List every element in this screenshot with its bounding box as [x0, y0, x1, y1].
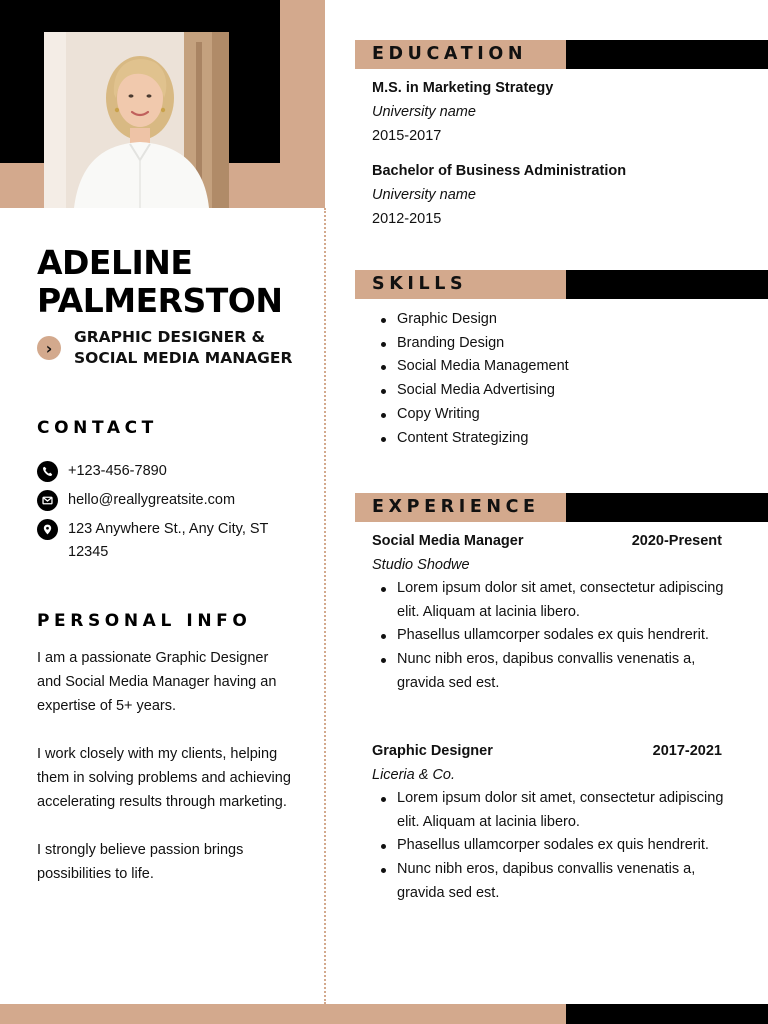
- section-bar-black: [566, 493, 768, 522]
- skill-item: Social Media Advertising: [380, 379, 750, 403]
- education-heading: EDUCATION: [355, 40, 566, 69]
- job-duties: [380, 577, 725, 696]
- photo-tan-left-block: [0, 163, 44, 208]
- education-section-bar: [355, 40, 768, 69]
- experience-item: [372, 529, 722, 696]
- duty-item: Phasellus ullamcorper sodales ex quis hendrerit.: [380, 624, 725, 648]
- postal-address: 123 Anywhere St., Any City, ST 12345: [68, 521, 269, 560]
- personal-info-paragraph: I strongly believe passion brings possibilities to life.: [37, 842, 244, 882]
- job-period: 2017-2021: [652, 743, 722, 759]
- education-item: [372, 159, 752, 231]
- company-name: Studio Shodwe: [372, 557, 470, 573]
- skill-item: Branding Design: [380, 332, 750, 356]
- envelope-icon: [37, 490, 58, 511]
- skill-item: Graphic Design: [380, 308, 750, 332]
- skills-heading: SKILLS: [355, 270, 566, 299]
- job-role: [74, 327, 314, 369]
- header-tan-block: [280, 0, 325, 208]
- duty-item: Lorem ipsum dolor sit amet, consectetur adipiscing elit. Aliquam at lacinia libero.: [380, 577, 725, 624]
- education-item: [372, 76, 752, 148]
- degree-title: M.S. in Marketing Strategy: [372, 80, 554, 96]
- school-name: University name: [372, 104, 476, 120]
- contact-heading: CONTACT: [37, 418, 158, 438]
- personal-info-text: [37, 646, 295, 910]
- skill-item: Social Media Management: [380, 355, 750, 379]
- role-line-2: SOCIAL MEDIA MANAGER: [74, 349, 293, 367]
- experience-section-bar: [355, 493, 768, 522]
- company-name: Liceria & Co.: [372, 767, 456, 783]
- footer-black-bar: [566, 1004, 768, 1024]
- school-name: University name: [372, 187, 476, 203]
- job-header: [372, 739, 722, 763]
- phone-icon: [37, 461, 58, 482]
- phone-number: +123-456-7890: [68, 463, 167, 479]
- job-title: Graphic Designer: [372, 743, 493, 759]
- degree-title: Bachelor of Business Administration: [372, 163, 627, 179]
- contact-address: [37, 518, 307, 564]
- person-name: [37, 244, 317, 320]
- contact-email: [37, 489, 307, 512]
- column-divider: [324, 208, 326, 1004]
- skill-item: Copy Writing: [380, 403, 750, 427]
- section-bar-black: [566, 270, 768, 299]
- personal-info-paragraph: I work closely with my clients, helping them in solving problems and achieving accelerating results through marketing.: [37, 746, 291, 810]
- email-address: hello@reallygreatsite.com: [68, 492, 236, 508]
- name-first: ADELINE: [37, 243, 193, 282]
- duty-item: Lorem ipsum dolor sit amet, consectetur adipiscing elit. Aliquam at lacinia libero.: [380, 787, 725, 834]
- footer-tan-bar: [0, 1004, 566, 1024]
- study-years: 2015-2017: [372, 128, 442, 144]
- skills-list: [380, 308, 750, 450]
- location-pin-icon: [37, 519, 58, 540]
- experience-item: [372, 739, 722, 906]
- contact-phone: [37, 460, 307, 483]
- job-duties: [380, 787, 725, 906]
- duty-item: Nunc nibh eros, dapibus convallis venenatis a, gravida sed est.: [380, 858, 725, 905]
- profile-photo: [44, 32, 229, 208]
- job-title: Social Media Manager: [372, 533, 524, 549]
- section-bar-black: [566, 40, 768, 69]
- personal-info-heading: PERSONAL INFO: [37, 611, 252, 631]
- skill-item: Content Strategizing: [380, 427, 750, 451]
- job-header: [372, 529, 722, 553]
- role-line-1: GRAPHIC DESIGNER &: [74, 328, 266, 346]
- skills-section-bar: [355, 270, 768, 299]
- personal-info-paragraph: I am a passionate Graphic Designer and Social Media Manager having an expertise of 5+ years.: [37, 650, 277, 714]
- experience-heading: EXPERIENCE: [355, 493, 566, 522]
- photo-tan-right-block: [229, 163, 280, 208]
- chevron-right-icon: ›: [37, 336, 61, 360]
- job-period: 2020-Present: [631, 533, 722, 549]
- duty-item: Nunc nibh eros, dapibus convallis venenatis a, gravida sed est.: [380, 648, 725, 695]
- name-last: PALMERSTON: [37, 281, 283, 320]
- study-years: 2012-2015: [372, 211, 442, 227]
- duty-item: Phasellus ullamcorper sodales ex quis hendrerit.: [380, 834, 725, 858]
